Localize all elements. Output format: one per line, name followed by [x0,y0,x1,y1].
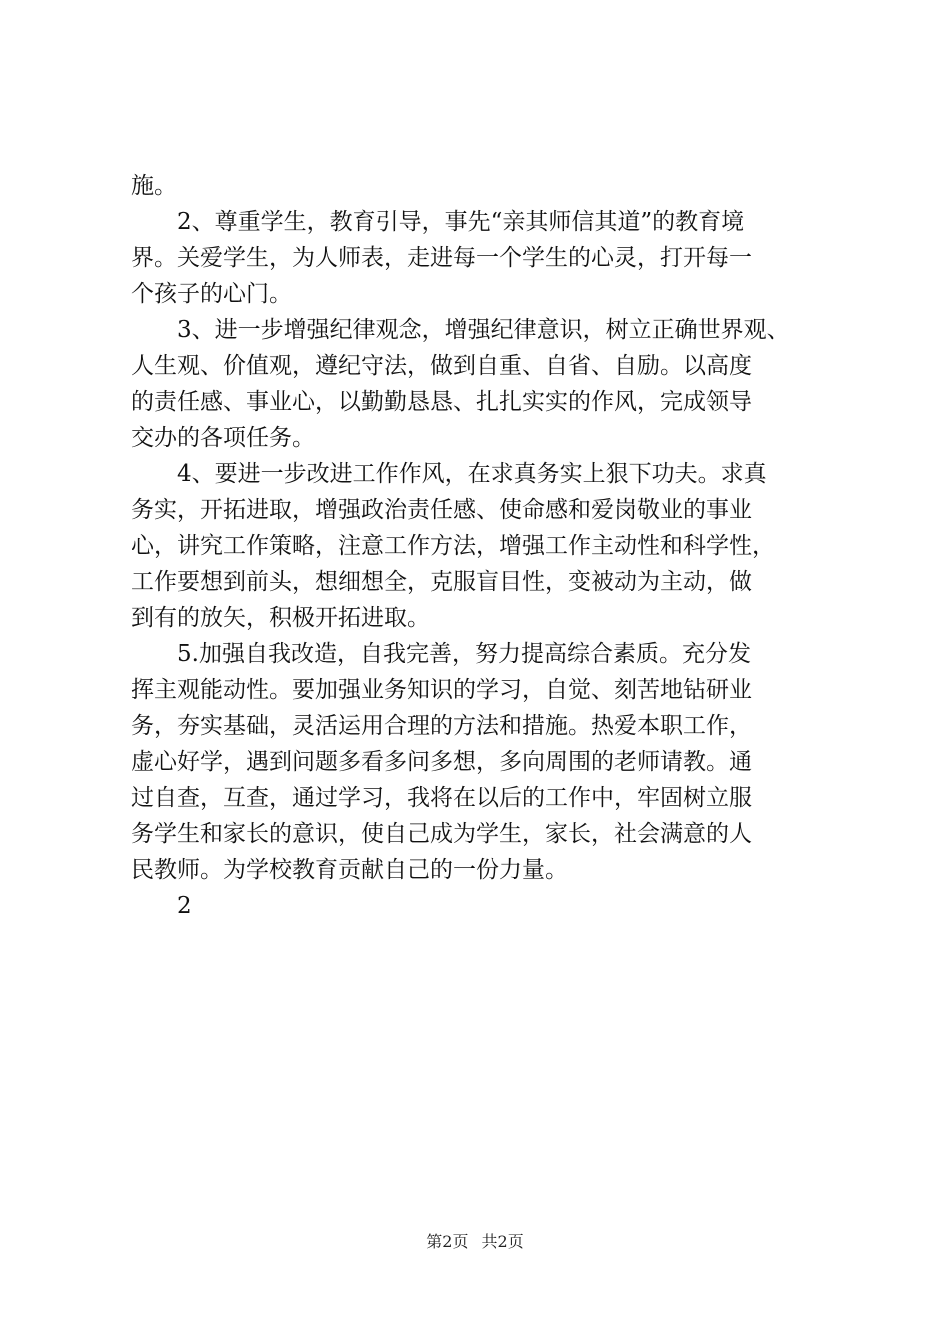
page-footer [0,1232,950,1252]
text-line-21: 2 [131,893,192,919]
text-line-1: 施。 [131,173,177,199]
text-line-5: 3、进一步增强纪律观念，增强纪律意识，树立正确世界观、 [131,317,790,343]
text-line-15: 挥主观能动性。要加强业务知识的学习，自觉、刻苦地钻研业 [131,677,752,703]
document-body [131,168,831,924]
text-line-16: 务，夯实基础，灵活运用合理的方法和措施。热爱本职工作， [131,713,752,739]
text-line-4: 个孩子的心门。 [131,281,292,307]
text-line-9: 4、要进一步改进工作作风，在求真务实上狠下功夫。求真 [131,461,767,487]
text-line-11: 心，讲究工作策略，注意工作方法，增强工作主动性和科学性， [131,533,775,559]
text-line-17: 虚心好学，遇到问题多看多问多想，多向周围的老师请教。通 [131,749,752,775]
page-total-label: 共2页 [481,1232,524,1251]
text-line-6: 人生观、价值观，遵纪守法，做到自重、自省、自励。以高度 [131,353,752,379]
text-line-20: 民教师。为学校教育贡献自己的一份力量。 [131,857,568,883]
text-line-2: 2、尊重学生，教育引导，事先“亲其师信其道”的教育境 [131,209,745,235]
text-line-18: 过自查，互查，通过学习，我将在以后的工作中，牢固树立服 [131,785,752,811]
page-number-label: 第2页 [426,1232,469,1251]
text-line-13: 到有的放矢，积极开拓进取。 [131,605,430,631]
text-line-14: 5.加强自我改造，自我完善，努力提高综合素质。充分发 [131,641,751,667]
text-line-8: 交办的各项任务。 [131,425,315,451]
text-line-7: 的责任感、事业心，以勤勤恳恳、扎扎实实的作风，完成领导 [131,389,752,415]
text-line-19: 务学生和家长的意识，使自己成为学生，家长，社会满意的人 [131,821,752,847]
text-line-10: 务实，开拓进取，增强政治责任感、使命感和爱岗敬业的事业 [131,497,752,523]
text-line-3: 界。关爱学生，为人师表，走进每一个学生的心灵，打开每一 [131,245,752,271]
text-line-12: 工作要想到前头，想细想全，克服盲目性，变被动为主动，做 [131,569,752,595]
